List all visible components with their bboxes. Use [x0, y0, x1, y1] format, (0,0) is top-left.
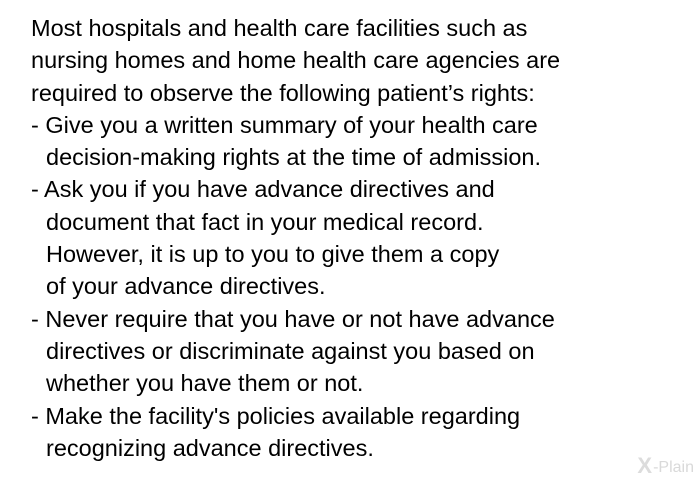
bullet-continuation: document that fact in your medical record.: [46, 208, 484, 235]
bullet-continuation: decision-making rights at the time of admission.: [46, 144, 542, 171]
logo-mark: X: [637, 453, 653, 478]
bullet-continuation: recognizing advance directives.: [46, 434, 374, 461]
text-line: required to observe the following patient’s rights:: [31, 79, 535, 106]
bullet-continuation: directives or discriminate against you based on: [46, 337, 535, 364]
bullet-line: - Ask you if you have advance directives and: [31, 176, 495, 203]
bullet-line: - Make the facility's policies available regarding: [31, 402, 521, 429]
bullet-line: - Give you a written summary of your health care: [31, 111, 538, 138]
bullet-continuation: However, it is up to you to give them a copy: [46, 241, 500, 268]
x-plain-logo: [637, 453, 694, 478]
text-line: nursing homes and home health care agencies are: [31, 47, 561, 74]
bullet-continuation: of your advance directives.: [46, 273, 326, 300]
bullet-continuation: whether you have them or not.: [46, 370, 364, 397]
logo-text: -Plain: [653, 459, 694, 476]
text-line: Most hospitals and health care facilities such as: [31, 15, 528, 41]
bullet-line: - Never require that you have or not have advance: [31, 305, 555, 332]
document-body: [31, 12, 691, 464]
